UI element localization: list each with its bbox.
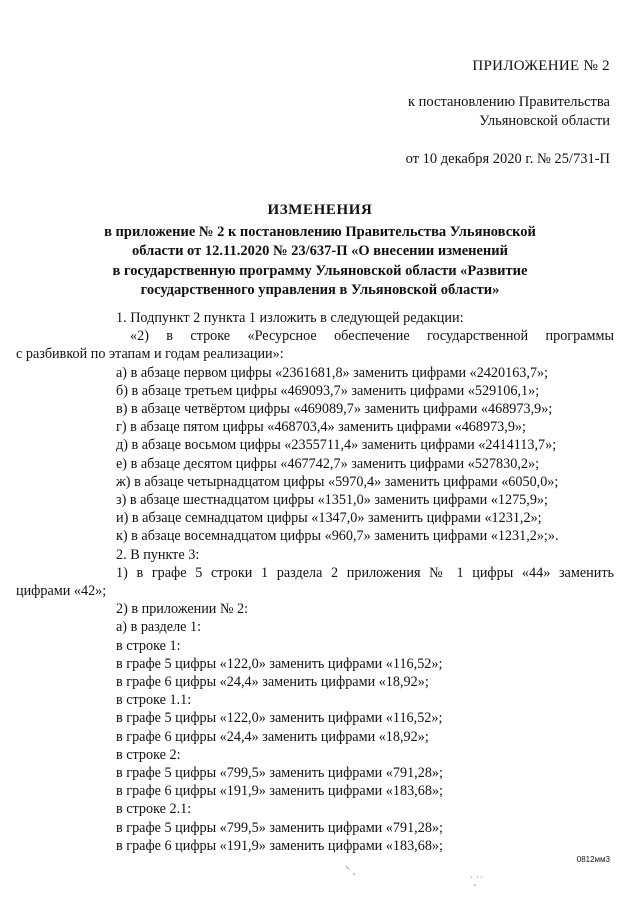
list-item: в) в абзаце четвёртом цифры «469089,7» заменить цифрами «468973,9»; bbox=[116, 401, 553, 418]
list-item: д) в абзаце восьмом цифры «2355711,4» заменить цифрами «2414113,7»; bbox=[116, 437, 557, 454]
paragraph: а) в разделе 1: bbox=[116, 619, 202, 636]
list-item: г) в абзаце пятом цифры «468703,4» заменить цифрами «468973,9»; bbox=[116, 419, 526, 436]
paragraph: в строке 1: bbox=[116, 637, 181, 654]
paragraph: 1. Подпункт 2 пункта 1 изложить в следующей редакции: bbox=[116, 310, 464, 326]
paragraph: в строке 1.1: bbox=[116, 692, 192, 709]
paragraph: 1) в графе 5 строки 1 раздела 2 приложения № 1 цифры «44» заменить bbox=[116, 564, 614, 581]
heading-line3: в государственную программу Ульяновской области «Развитие bbox=[112, 262, 528, 279]
list-item: и) в абзаце семнадцатом цифры «1347,0» заменить цифрами «1231,2»; bbox=[116, 510, 542, 527]
list-item: з) в абзаце шестнадцатом цифры «1351,0» заменить цифрами «1275,9»; bbox=[116, 492, 548, 509]
appendix-title: ПРИЛОЖЕНИЕ № 2 bbox=[472, 58, 610, 74]
paragraph: с разбивкой по этапам и годам реализации»: bbox=[16, 346, 284, 363]
paragraph: 2. В пункте 3: bbox=[116, 546, 200, 563]
decree-ref-line1: к постановлению Правительства bbox=[408, 94, 610, 110]
paragraph: в графе 5 цифры «122,0» заменить цифрами «116,52»; bbox=[116, 655, 443, 672]
list-item: б) в абзаце третьем цифры «469093,7» заменить цифрами «529106,1»; bbox=[116, 382, 540, 399]
document-body bbox=[16, 309, 614, 855]
paragraph: в строке 2: bbox=[116, 746, 181, 763]
list-item: к) в абзаце восемнадцатом цифры «960,7» заменить цифрами «1231,2»;». bbox=[116, 528, 559, 545]
document-heading bbox=[100, 201, 540, 301]
paragraph: в графе 6 цифры «191,9» заменить цифрами «183,68»; bbox=[116, 783, 443, 800]
paragraph: в графе 6 цифры «24,4» заменить цифрами «18,92»; bbox=[116, 674, 429, 691]
scan-artifact-mark: ⸌ ˎ bbox=[345, 865, 357, 876]
decree-date: от 10 декабря 2020 г. № 25/731-П bbox=[405, 151, 610, 167]
heading-title: ИЗМЕНЕНИЯ bbox=[267, 202, 373, 218]
document-header bbox=[350, 58, 610, 168]
heading-line2: области от 12.11.2020 № 23/637-П «О внесении изменений bbox=[132, 243, 508, 259]
paragraph: в графе 6 цифры «24,4» заменить цифрами «18,92»; bbox=[116, 728, 429, 745]
document-code: 0812мм3 bbox=[576, 855, 610, 864]
list-item: е) в абзаце десятом цифры «467742,7» заменить цифрами «527830,2»; bbox=[116, 455, 540, 472]
paragraph: в графе 6 цифры «191,9» заменить цифрами «183,68»; bbox=[116, 837, 443, 854]
heading-line4: государственного управления в Ульяновской области» bbox=[140, 282, 500, 298]
paragraph: в строке 2.1: bbox=[116, 801, 192, 818]
scan-artifact-mark: ˙ˎ˙˙ bbox=[470, 876, 484, 887]
paragraph: в графе 5 цифры «799,5» заменить цифрами «791,28»; bbox=[116, 765, 443, 782]
paragraph: в графе 5 цифры «122,0» заменить цифрами «116,52»; bbox=[116, 710, 443, 727]
list-item: ж) в абзаце четырнадцатом цифры «5970,4» заменить цифрами «6050,0»; bbox=[116, 473, 559, 490]
paragraph: 2) в приложении № 2: bbox=[116, 601, 249, 618]
decree-ref-line2: Ульяновской области bbox=[479, 113, 610, 129]
paragraph: «2) в строке «Ресурсное обеспечение государственной программы bbox=[130, 328, 614, 345]
heading-line1: в приложение № 2 к постановлению Правительства Ульяновской bbox=[104, 223, 536, 240]
paragraph: в графе 5 цифры «799,5» заменить цифрами «791,28»; bbox=[116, 819, 443, 836]
list-item: а) в абзаце первом цифры «2361681,8» заменить цифрами «2420163,7»; bbox=[116, 364, 549, 381]
paragraph: цифрами «42»; bbox=[16, 583, 107, 600]
